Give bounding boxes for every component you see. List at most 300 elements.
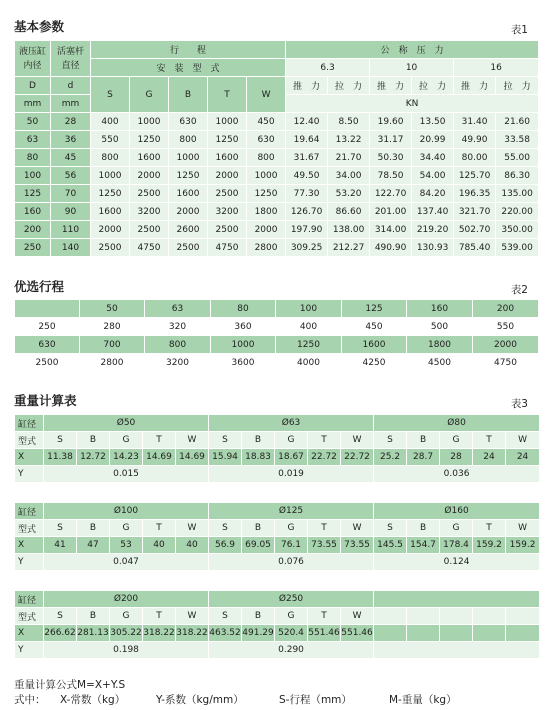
section3-table-label: 表3: [510, 398, 528, 410]
table-cell: 1000: [169, 149, 208, 167]
table-cell: 13.22: [328, 131, 370, 149]
table-cell: 800: [169, 131, 208, 149]
table-cell: 1000: [91, 167, 130, 185]
type-row: [15, 432, 540, 449]
type-label: 型式: [15, 520, 44, 537]
table-cell: 86.30: [496, 167, 539, 185]
x-value: 463.52: [209, 625, 242, 642]
table-cell: 80.00: [454, 149, 496, 167]
table-cell: 80: [15, 149, 51, 167]
table-cell: 2500: [91, 239, 130, 257]
table-cell: 56: [51, 167, 91, 185]
table-cell: 110: [51, 221, 91, 239]
type-value: B: [242, 432, 275, 449]
table-cell: 34.40: [412, 149, 454, 167]
x-value: 25.2: [374, 449, 407, 466]
x-value: 178.4: [440, 537, 473, 554]
table-row: [15, 354, 539, 372]
table-cell: 2600: [169, 221, 208, 239]
table-cell: 135.00: [496, 185, 539, 203]
x-row: [15, 537, 540, 554]
table-row: [15, 318, 539, 336]
table-cell: 80: [211, 300, 276, 318]
table-cell: 197.90: [286, 221, 328, 239]
type-value: W: [176, 608, 209, 625]
table-cell: 1250: [247, 185, 286, 203]
x-value: 305.22: [110, 625, 143, 642]
type-value: B: [407, 432, 440, 449]
table-cell: 1800: [407, 336, 473, 354]
x-value: [440, 625, 473, 642]
table-cell: 450: [247, 113, 286, 131]
type-value: W: [341, 608, 374, 625]
table-cell: 45: [51, 149, 91, 167]
table-cell: 33.58: [496, 131, 539, 149]
table-cell: 160: [15, 203, 51, 221]
x-row: [15, 449, 540, 466]
table-cell: 1600: [169, 185, 208, 203]
x-value: 14.69: [143, 449, 176, 466]
table-cell: 280: [80, 318, 145, 336]
table-cell: 53.20: [328, 185, 370, 203]
header-pressure-value: 10: [370, 59, 454, 77]
type-value: B: [242, 520, 275, 537]
section1-title: 基本参数: [14, 19, 65, 34]
table-cell: 1600: [342, 336, 407, 354]
table-cell: 1250: [276, 336, 342, 354]
x-value: 12.72: [77, 449, 110, 466]
type-value: T: [143, 432, 176, 449]
table-cell: 49.90: [454, 131, 496, 149]
header-bore: 液压缸 内径: [15, 41, 51, 77]
type-value: B: [242, 608, 275, 625]
table-cell: 126.70: [286, 203, 328, 221]
bore-value: [374, 591, 540, 608]
x-value: 281.13: [77, 625, 110, 642]
y-value: 0.036: [374, 466, 540, 483]
legend-m: M-重量（kg）: [389, 694, 457, 706]
type-value: B: [77, 432, 110, 449]
x-value: [473, 625, 506, 642]
type-value: W: [341, 432, 374, 449]
table-cell: 502.70: [454, 221, 496, 239]
table-cell: 1000: [211, 336, 276, 354]
table-cell: 86.60: [328, 203, 370, 221]
header-force-unit: KN: [286, 95, 539, 113]
x-value: [407, 625, 440, 642]
y-row: [15, 554, 540, 571]
type-value: W: [176, 432, 209, 449]
table-cell: 137.40: [412, 203, 454, 221]
type-value: B: [77, 520, 110, 537]
x-value: 40: [176, 537, 209, 554]
x-value: 14.69: [176, 449, 209, 466]
table-cell: 54.00: [412, 167, 454, 185]
type-value: S: [44, 608, 77, 625]
table-cell: 212.27: [328, 239, 370, 257]
table-cell: 490.90: [370, 239, 412, 257]
y-value: 0.124: [374, 554, 540, 571]
section2-title: 优选行程: [14, 279, 65, 294]
table-cell: 1000: [130, 113, 169, 131]
table-cell: 3600: [211, 354, 276, 372]
header-pressure-value: 16: [454, 59, 539, 77]
type-value: [506, 608, 540, 625]
x-value: 41: [44, 537, 77, 554]
table-cell: 1250: [91, 185, 130, 203]
table-cell: 8.50: [328, 113, 370, 131]
table-cell: 4750: [473, 354, 539, 372]
table-row: [15, 239, 539, 257]
header-stroke: 行 程: [91, 41, 286, 59]
x-value: 154.7: [407, 537, 440, 554]
table-cell: 2000: [130, 167, 169, 185]
table-cell: 49.50: [286, 167, 328, 185]
bore-row: [15, 503, 540, 520]
type-value: T: [308, 520, 341, 537]
table-row: [15, 300, 539, 318]
y-value: [374, 642, 540, 659]
table-cell: 19.60: [370, 113, 412, 131]
table-cell: 1000: [208, 113, 247, 131]
x-value: 69.05: [242, 537, 275, 554]
bore-row: [15, 591, 540, 608]
table-cell: 55.00: [496, 149, 539, 167]
block-spacer: [15, 571, 540, 591]
type-value: G: [275, 432, 308, 449]
table-cell: 140: [51, 239, 91, 257]
header-pressure: 公 称 压 力: [286, 41, 539, 59]
bore-value: Ø250: [209, 591, 374, 608]
table-cell: 550: [473, 318, 539, 336]
bore-value: Ø80: [374, 415, 540, 432]
table-cell: 200: [473, 300, 539, 318]
table-cell: 21.70: [328, 149, 370, 167]
x-value: 53: [110, 537, 143, 554]
x-value: 22.72: [308, 449, 341, 466]
table-cell: 785.40: [454, 239, 496, 257]
x-value: 318.22: [143, 625, 176, 642]
y-label: Y: [15, 554, 44, 571]
table-cell: 314.00: [370, 221, 412, 239]
header-mount-type: S: [91, 77, 130, 113]
x-value: [506, 625, 540, 642]
y-value: 0.015: [44, 466, 209, 483]
header-push: 推 力: [454, 77, 496, 95]
x-value: 318.22: [176, 625, 209, 642]
type-value: W: [506, 432, 540, 449]
y-value: 0.290: [209, 642, 374, 659]
bore-label: 缸径: [15, 503, 44, 520]
x-value: 24: [473, 449, 506, 466]
x-value: 14.23: [110, 449, 143, 466]
x-value: 18.83: [242, 449, 275, 466]
table-cell: 196.35: [454, 185, 496, 203]
table-cell: 50: [15, 113, 51, 131]
type-value: T: [143, 520, 176, 537]
table-row: [15, 336, 539, 354]
header-rod-sym: d: [51, 77, 91, 95]
x-value: 40: [143, 537, 176, 554]
table-cell: 2000: [473, 336, 539, 354]
table-cell: 31.40: [454, 113, 496, 131]
type-value: T: [473, 520, 506, 537]
table-cell: 84.20: [412, 185, 454, 203]
header-mount-type: G: [130, 77, 169, 113]
type-value: S: [374, 432, 407, 449]
x-value: 24: [506, 449, 540, 466]
table-cell: 21.60: [496, 113, 539, 131]
table-cell: 400: [276, 318, 342, 336]
table-row: [15, 203, 539, 221]
table-cell: 2500: [130, 221, 169, 239]
table-cell: 500: [407, 318, 473, 336]
table-cell: 2500: [208, 185, 247, 203]
table-cell: 63: [145, 300, 211, 318]
bore-label: 缸径: [15, 591, 44, 608]
type-value: S: [209, 520, 242, 537]
table-cell: 4750: [130, 239, 169, 257]
type-value: S: [209, 608, 242, 625]
x-label: X: [15, 449, 44, 466]
table-cell: 77.30: [286, 185, 328, 203]
y-label: Y: [15, 642, 44, 659]
table-cell: 122.70: [370, 185, 412, 203]
type-value: T: [308, 432, 341, 449]
header-rod-unit: mm: [51, 95, 91, 113]
table-cell: 630: [15, 336, 80, 354]
table-cell: 125: [342, 300, 407, 318]
x-value: 491.29: [242, 625, 275, 642]
x-value: 22.72: [341, 449, 374, 466]
table-row: [15, 113, 539, 131]
table-cell: 4250: [342, 354, 407, 372]
x-value: 73.55: [308, 537, 341, 554]
table-cell: 450: [342, 318, 407, 336]
type-row: [15, 608, 540, 625]
type-value: B: [407, 520, 440, 537]
type-value: W: [176, 520, 209, 537]
bore-value: Ø160: [374, 503, 540, 520]
table-cell: 2800: [80, 354, 145, 372]
section3-title: 重量计算表: [14, 393, 77, 408]
y-value: 0.076: [209, 554, 374, 571]
weight-calc-table: [14, 414, 540, 659]
table-cell: 63: [15, 131, 51, 149]
table-cell: 320: [145, 318, 211, 336]
y-row: [15, 642, 540, 659]
table-cell: 539.00: [496, 239, 539, 257]
table-cell: 125.70: [454, 167, 496, 185]
x-value: 11.38: [44, 449, 77, 466]
table-cell: 28: [51, 113, 91, 131]
legend-prefix: 式中：: [14, 694, 46, 706]
table-cell: 1600: [91, 203, 130, 221]
table-row: [15, 131, 539, 149]
header-mount: 安 装 型 式: [91, 59, 286, 77]
header-pull: 拉 力: [328, 77, 370, 95]
header-push: 推 力: [286, 77, 328, 95]
type-value: G: [275, 608, 308, 625]
x-value: 551.46: [308, 625, 341, 642]
table-cell: 50: [80, 300, 145, 318]
table-cell: 309.25: [286, 239, 328, 257]
x-value: 159.2: [473, 537, 506, 554]
table-cell: 130.93: [412, 239, 454, 257]
table-row: [15, 221, 539, 239]
bore-label: 缸径: [15, 415, 44, 432]
x-value: 551.46: [341, 625, 374, 642]
spacer-cell: [15, 571, 540, 591]
table-cell: 219.20: [412, 221, 454, 239]
type-value: S: [209, 432, 242, 449]
type-value: S: [44, 432, 77, 449]
table-cell: 2000: [91, 221, 130, 239]
bore-value: Ø200: [44, 591, 209, 608]
type-value: G: [440, 520, 473, 537]
section2-table-label: 表2: [510, 284, 528, 296]
x-value: 47: [77, 537, 110, 554]
table-cell: 70: [51, 185, 91, 203]
table-cell: 100: [15, 167, 51, 185]
header-push: 推 力: [370, 77, 412, 95]
table-cell: 4750: [208, 239, 247, 257]
header-mount-type: B: [169, 77, 208, 113]
table-cell: 36: [51, 131, 91, 149]
table-cell: 250: [15, 239, 51, 257]
table-cell: 2000: [169, 203, 208, 221]
type-value: [440, 608, 473, 625]
table-cell: 19.64: [286, 131, 328, 149]
table-cell: 2800: [247, 239, 286, 257]
y-value: 0.019: [209, 466, 374, 483]
type-label: 型式: [15, 608, 44, 625]
table-cell: 1250: [169, 167, 208, 185]
x-value: 56.9: [209, 537, 242, 554]
type-value: S: [44, 520, 77, 537]
legend-x: X-常数（kg）: [60, 694, 126, 706]
table-cell: 3200: [145, 354, 211, 372]
table-cell: 630: [247, 131, 286, 149]
table-cell: 50.30: [370, 149, 412, 167]
table-cell: 550: [91, 131, 130, 149]
table-cell: 350.00: [496, 221, 539, 239]
table-cell: 321.70: [454, 203, 496, 221]
table-cell: 13.50: [412, 113, 454, 131]
y-label: Y: [15, 466, 44, 483]
table-cell: 220.00: [496, 203, 539, 221]
x-value: 159.2: [506, 537, 540, 554]
bore-value: Ø50: [44, 415, 209, 432]
bore-value: Ø63: [209, 415, 374, 432]
type-value: W: [506, 520, 540, 537]
y-row: [15, 466, 540, 483]
legend-y: Y-系数（kg/mm）: [156, 694, 244, 706]
x-value: 18.67: [275, 449, 308, 466]
table-cell: 31.67: [286, 149, 328, 167]
table-cell: 800: [91, 149, 130, 167]
x-value: [374, 625, 407, 642]
type-value: S: [374, 520, 407, 537]
header-rod: 活塞杆 直径: [51, 41, 91, 77]
table-cell: 90: [51, 203, 91, 221]
table-row: [15, 167, 539, 185]
table-cell: 31.17: [370, 131, 412, 149]
legend-s: S-行程（mm）: [279, 694, 352, 706]
table-cell: 250: [15, 318, 80, 336]
table-cell: 4500: [407, 354, 473, 372]
table-cell: 800: [145, 336, 211, 354]
table-cell: 700: [80, 336, 145, 354]
type-row: [15, 520, 540, 537]
x-label: X: [15, 537, 44, 554]
header-mount-type: T: [208, 77, 247, 113]
table-cell: 2500: [15, 354, 80, 372]
table-cell: 201.00: [370, 203, 412, 221]
table-cell: 34.00: [328, 167, 370, 185]
table-cell: 138.00: [328, 221, 370, 239]
header-bore-sym: D: [15, 77, 51, 95]
x-value: 73.55: [341, 537, 374, 554]
y-value: 0.198: [44, 642, 209, 659]
table-row: [15, 149, 539, 167]
type-value: [374, 608, 407, 625]
table-cell: 1600: [130, 149, 169, 167]
type-label: 型式: [15, 432, 44, 449]
x-value: 28: [440, 449, 473, 466]
x-value: 266.62: [44, 625, 77, 642]
table-cell: 100: [276, 300, 342, 318]
table-cell: 1250: [208, 131, 247, 149]
type-value: T: [143, 608, 176, 625]
basic-params-table: [14, 40, 539, 257]
type-value: W: [341, 520, 374, 537]
x-value: 520.4: [275, 625, 308, 642]
spacer-cell: [15, 483, 540, 503]
table-cell: 1000: [247, 167, 286, 185]
x-row: [15, 625, 540, 642]
table-cell: 1250: [130, 131, 169, 149]
table-cell: 78.50: [370, 167, 412, 185]
table-cell: 20.99: [412, 131, 454, 149]
type-value: [407, 608, 440, 625]
table-cell: 630: [169, 113, 208, 131]
section1-table-label: 表1: [510, 24, 528, 36]
bore-value: Ø125: [209, 503, 374, 520]
preferred-stroke-table: [14, 299, 539, 372]
type-value: B: [77, 608, 110, 625]
header-pressure-value: 6.3: [286, 59, 370, 77]
table-cell: 3200: [130, 203, 169, 221]
y-value: 0.047: [44, 554, 209, 571]
x-label: X: [15, 625, 44, 642]
formula-legend: [14, 692, 457, 707]
header-pull: 拉 力: [412, 77, 454, 95]
table-cell: 2500: [130, 185, 169, 203]
table-cell: 2500: [208, 221, 247, 239]
type-value: G: [440, 432, 473, 449]
table-cell: 200: [15, 221, 51, 239]
table-cell: 3200: [208, 203, 247, 221]
table-cell: 12.40: [286, 113, 328, 131]
type-value: G: [110, 608, 143, 625]
header-mount-type: W: [247, 77, 286, 113]
bore-value: Ø100: [44, 503, 209, 520]
type-value: G: [275, 520, 308, 537]
table-cell: 2000: [247, 221, 286, 239]
table-cell: 800: [247, 149, 286, 167]
table-cell: 125: [15, 185, 51, 203]
